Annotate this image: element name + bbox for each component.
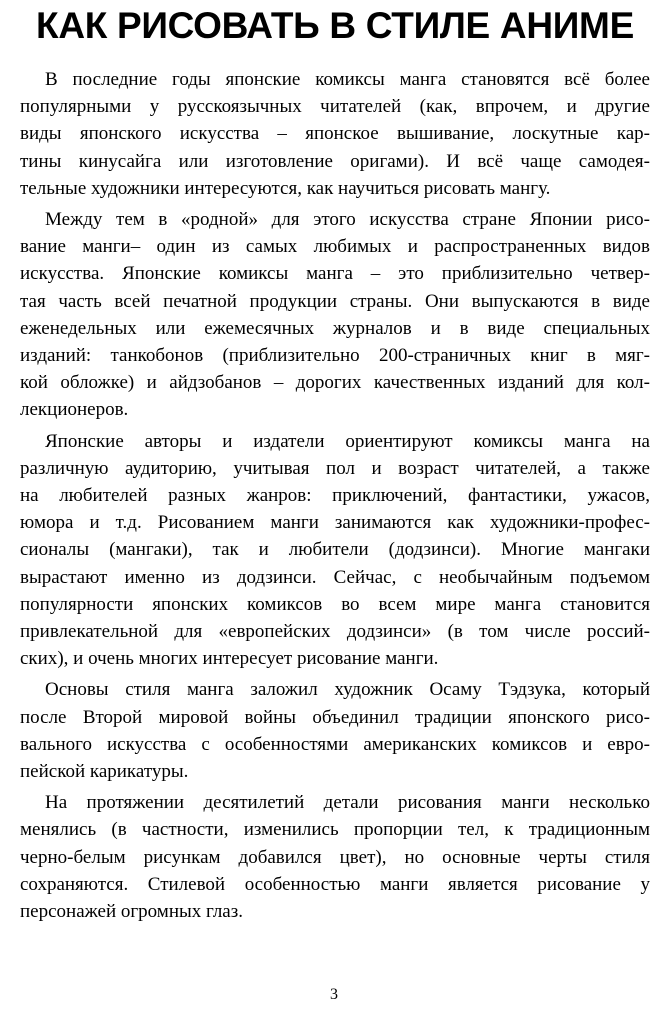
paragraph bbox=[20, 206, 650, 424]
text-line: сохраняются. Стилевой особенностью манги является рисование у bbox=[20, 873, 650, 895]
text-line: ских), и очень многих интересует рисование манги. bbox=[20, 648, 439, 670]
text-line: еженедельных или ежемесячных журналов и в виде специальных bbox=[20, 317, 650, 339]
text-line: тины кинусайга или изготовление оригами). И всё чаще самодея- bbox=[20, 150, 650, 172]
text-line: популярности японских комиксов во всем мире манга становится bbox=[20, 593, 650, 615]
text-line: вырастают именно из додзинси. Сейчас, с необычайным подъемом bbox=[20, 566, 650, 588]
text-line: юмора и т.д. Рисованием манги занимаются как художники-профес- bbox=[20, 512, 650, 534]
text-line: пейской карикатуры. bbox=[20, 761, 189, 783]
text-line: сионалы (мангаки), так и любители (додзинси). Многие мангаки bbox=[20, 539, 650, 561]
text-line: персонажей огромных глаз. bbox=[20, 901, 243, 923]
text-line: На протяжении десятилетий детали рисования манги несколько bbox=[45, 792, 650, 814]
text-line: вального искусства с особенностями американских комиксов и евро- bbox=[20, 733, 650, 755]
text-line: на любителей разных жанров: приключений, фантастики, ужасов, bbox=[20, 485, 650, 507]
text-line: кой обложке) и айдзобанов – дорогих качественных изданий для кол- bbox=[20, 372, 650, 394]
text-line: популярными у русскоязычных читателей (как, впрочем, и другие bbox=[20, 96, 650, 118]
text-line: Основы стиля манга заложил художник Осаму Тэдзука, который bbox=[45, 679, 650, 701]
text-line: черно-белым рисункам добавился цвет), но основные черты стиля bbox=[20, 846, 650, 868]
text-line: виды японского искусства – японское вышивание, лоскутные кар- bbox=[20, 123, 650, 145]
text-line: тая часть всей печатной продукции страны. Они выпускаются в виде bbox=[20, 290, 650, 312]
text-line: лекционеров. bbox=[20, 399, 129, 421]
text-line: искусства. Японские комиксы манга – это приблизительно четвер- bbox=[20, 263, 650, 285]
text-line: Между тем в «родной» для этого искусства стране Японии рисо- bbox=[45, 209, 650, 231]
text-line: после Второй мировой войны объединил традиции японского рисо- bbox=[20, 706, 650, 728]
text-line: Японские авторы и издатели ориентируют комиксы манга на bbox=[45, 430, 650, 452]
page-number: 3 bbox=[330, 986, 338, 1003]
paragraph bbox=[20, 676, 650, 785]
paragraph bbox=[20, 428, 650, 673]
text-line: В последние годы японские комиксы манга становятся всё более bbox=[45, 69, 650, 90]
text-line: тельные художники интересуются, как научиться рисовать мангу. bbox=[20, 177, 551, 199]
text-line: изданий: танкобонов (приблизительно 200-страничных книг в мяг- bbox=[20, 345, 650, 367]
body-text bbox=[20, 66, 650, 925]
text-line: привлекательной для «европейских додзинси» (в том числе россий- bbox=[20, 621, 650, 643]
text-line: вание манги– один из самых любимых и распространенных видов bbox=[20, 236, 650, 258]
text-line: менялись (в частности, изменились пропорции тел, к традиционным bbox=[20, 819, 650, 841]
page-title: КАК РИСОВАТЬ В СТИЛЕ АНИМЕ bbox=[36, 5, 634, 46]
paragraph bbox=[20, 789, 650, 925]
text-line: различную аудиторию, учитывая пол и возраст читателей, а также bbox=[20, 457, 650, 479]
paragraph bbox=[20, 66, 650, 202]
